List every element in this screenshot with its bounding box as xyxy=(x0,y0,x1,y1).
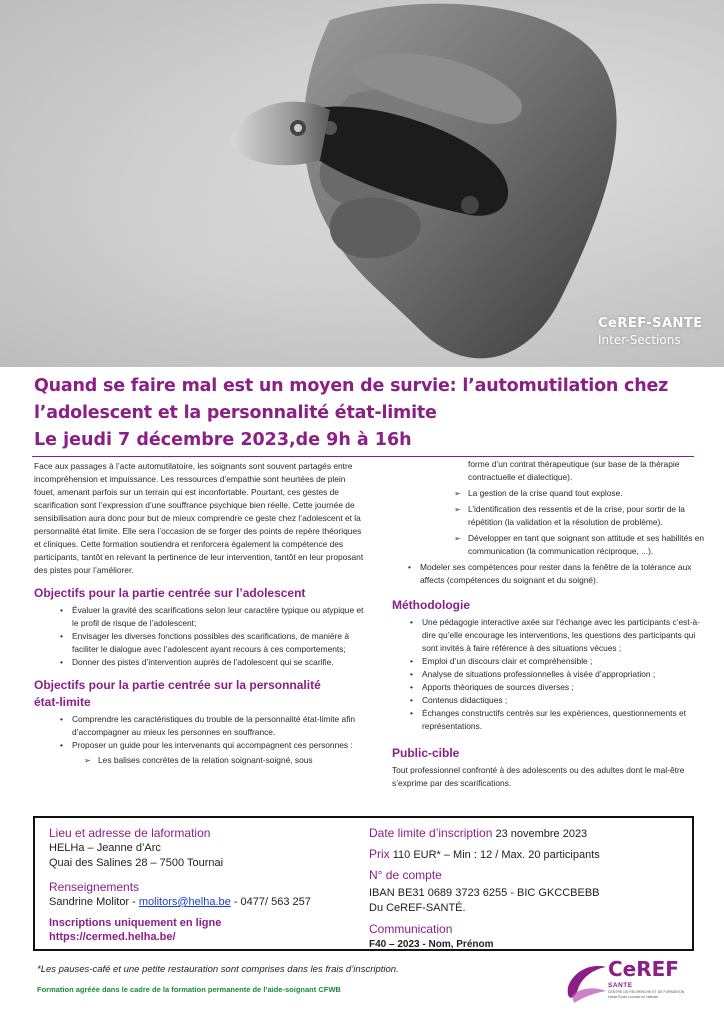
heading-obj-ado: Objectifs pour la partie centrée sur l’adolescent xyxy=(34,586,306,600)
logo-sub-centre: CENTRE DE RECHERCHE ET DE FORMATION xyxy=(608,990,685,994)
list-item: • Une pédagogie interactive axée sur l’échange avec les participants c’est-à-dire qu’elle encourage les interventions, les questions des participants qui sont invités à faire référence à des situations vécues ; xyxy=(404,616,712,655)
prix xyxy=(369,847,689,863)
public-text: Tout professionnel confronté à des adolescents ou des adultes dont le mal-être s’exprime par des scarifications. xyxy=(392,765,685,788)
hero-photo xyxy=(0,0,724,367)
hero-brand-name: CeREF-SANTE xyxy=(598,316,703,331)
communication-value: F40 – 2023 - Nom, Prénom xyxy=(369,939,494,950)
left-column xyxy=(34,460,364,767)
ceref-swoosh-icon xyxy=(564,957,608,1005)
list-item: • Échanges constructifs centrés sur les expériences, questionnements et représentations. xyxy=(404,707,712,733)
lieu-line-2: Quai des Salines 28 – 7500 Tournai xyxy=(49,857,224,869)
sublist-continuation: forme d’un contrat thérapeutique (sur base de la thérapie contractuelle et dialectique). xyxy=(468,459,680,482)
hand-knife-illustration xyxy=(0,0,724,367)
compte-line-2: Du CeREF-SANTÉ. xyxy=(369,902,466,914)
hero-brand xyxy=(598,316,703,347)
info-left xyxy=(49,826,359,944)
ceref-logo xyxy=(564,957,714,1007)
footnote: *Les pauses-café et une petite restauration sont comprises dans les frais d’inscription. xyxy=(37,964,399,975)
logo-sub-sante: SANTE xyxy=(608,982,633,989)
right-column xyxy=(392,460,712,790)
obj-perso-list xyxy=(54,713,364,752)
intro-paragraph: Face aux passages à l’acte automutilatoire, les soignants sont souvent partagés entre incompréhension et impuissance. Les ressources d’empathie sont heurtées de plein fouet, amenant parfois sur un terrain qui est inconfortable. Pourtant, ces gestes de scarification sont l’expression d’une souffrance psychique bien réelle. Cette journée de sensibilisation aura donc pour but de mieux comprendre ce geste chez l’adolescent et la personnalité état limite. Elle sera l’occasion de se forger des points de repère théoriques et cliniques. Cette formation soutiendra et renforcera également la compétence des participants, tantôt en relevant la pertinence de leur intervention, tantôt en leur proposant des pistes pour l’améliorer. xyxy=(34,461,364,575)
list-item: ➢ La gestion de la crise quand tout explose. xyxy=(454,487,712,500)
communication-heading: Communication xyxy=(369,922,453,936)
list-item: • Envisager les diverses fonctions possibles des scarifications, de manière à faciliter le dialogue avec l’adolescent ayant recours à ces comportements; xyxy=(54,630,364,656)
contact-name: Sandrine Molitor - xyxy=(49,896,139,908)
lieu-heading: Lieu et adresse de laformation xyxy=(49,826,211,840)
list-item: • Proposer un guide pour les intervenants qui accompagnent ces personnes : xyxy=(54,739,364,752)
list-item: • Apports théoriques de sources diverses ; xyxy=(404,681,712,694)
list-item: ➢ Développer en tant que soignant son attitude et ses habilités en communication (la communication réciproque, ...). xyxy=(454,532,712,558)
list-item: ➢ Les balises concrètes de la relation soignant-soigné, sous xyxy=(84,754,364,767)
renseignements-contact xyxy=(49,895,359,910)
contact-email-link[interactable]: molitors@helha.be xyxy=(138,896,231,908)
inscriptions-heading: Inscriptions uniquement en ligne xyxy=(49,917,222,929)
list-item: • Analyse de situations professionnelles à visée d’appropriation ; xyxy=(404,668,712,681)
contact-phone: - 0477/ 563 257 xyxy=(230,896,311,908)
agreement-note: Formation agréée dans le cadre de la formation permanente de l’aide-soignant CFWB xyxy=(37,985,341,994)
list-item: • Contenus didactiques ; xyxy=(404,694,712,707)
info-right xyxy=(369,826,689,952)
prix-label: Prix xyxy=(369,847,390,861)
list-item: • Emploi d’un discours clair et compréhensible ; xyxy=(404,655,712,668)
list-item: • Comprendre les caractéristiques du trouble de la personnalité état-limite afin d’accompagner au mieux les personnes en souffrance. xyxy=(54,713,364,739)
list-item: • Évaluer la gravité des scarifications selon leur caractère typique ou atypique et le profil de risque de l’adolescent; xyxy=(54,604,364,630)
logo-word: CeREF xyxy=(608,957,679,981)
compte-heading: N° de compte xyxy=(369,868,442,882)
event-date: Le jeudi 7 décembre 2023,de 9h à 16h xyxy=(34,430,412,450)
compte-line-1: IBAN BE31 0689 3723 6255 - BIC GKCCBEBB xyxy=(369,887,600,899)
heading-obj-perso: Objectifs pour la partie centrée sur la personnalité état-limite xyxy=(34,678,321,709)
heading-public-cible: Public-cible xyxy=(392,746,460,760)
title-divider xyxy=(32,456,694,457)
date-limite-label: Date limite d’inscription xyxy=(369,826,493,840)
obj-perso-last xyxy=(402,561,712,587)
list-item: • Donner des pistes d’intervention auprès de l’adolescent qui se scarifie. xyxy=(54,656,364,669)
hero-brand-sub: Inter-Sections xyxy=(598,333,681,347)
prix-value: 110 EUR* – Min : 12 / Max. 20 participants xyxy=(389,849,600,861)
title-line-1: Quand se faire mal est un moyen de survie: l’automutilation chez xyxy=(34,376,669,396)
page-title xyxy=(34,373,694,427)
info-box xyxy=(33,816,694,951)
title-line-2: l’adolescent et la personnalité état-limite xyxy=(34,403,437,423)
list-item: • Modeler ses compétences pour rester dans la fenêtre de la tolérance aux affects (compétences du soignant et du soigné). xyxy=(402,561,712,587)
inscriptions-url[interactable]: https://cermed.helha.be/ xyxy=(49,931,176,943)
heading-methodologie: Méthodologie xyxy=(392,598,470,612)
obj-perso-sublist-start xyxy=(84,754,364,767)
methodologie-list xyxy=(404,616,712,733)
logo-sub-helha: Haute École Louvain en Hainaut xyxy=(608,995,659,999)
renseignements-heading: Renseignements xyxy=(49,880,140,894)
date-limite xyxy=(369,826,689,842)
lieu-line-1: HELHa – Jeanne d’Arc xyxy=(49,842,161,854)
obj-ado-list xyxy=(54,604,364,669)
obj-perso-sublist xyxy=(454,487,712,558)
date-limite-value: 23 novembre 2023 xyxy=(492,828,588,840)
list-item: ➢ L’identification des ressentis et de la crise, pour sortir de la répétition (la validation et la résolution de problème). xyxy=(454,503,712,529)
